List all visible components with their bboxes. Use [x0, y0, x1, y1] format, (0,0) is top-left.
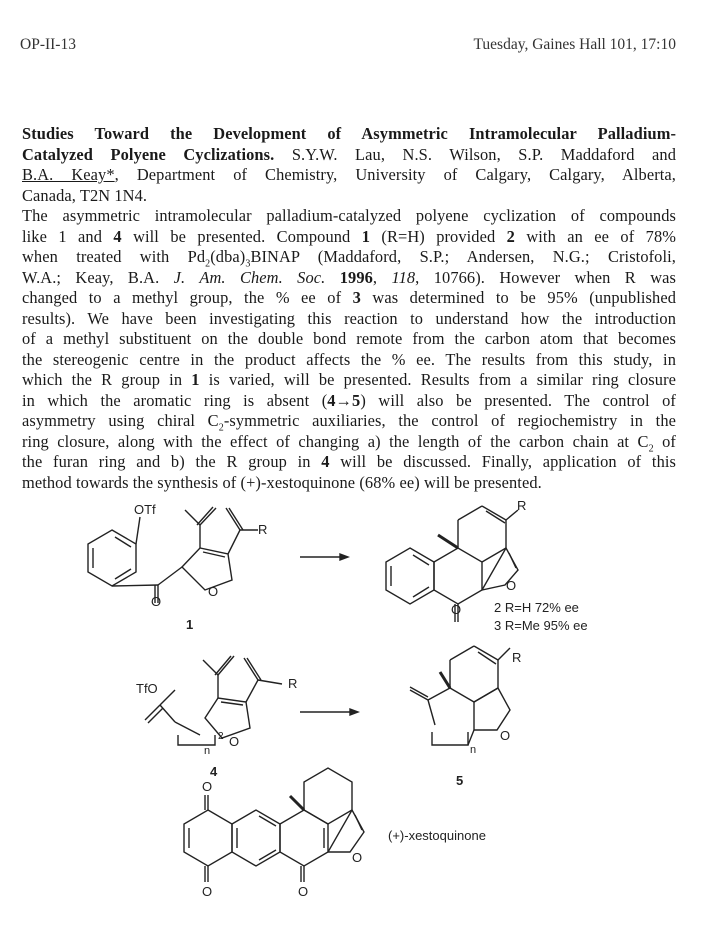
text-segment: is varied, will be presented. Results from a similar ring closure — [199, 370, 677, 389]
label-o-furan-1: O — [208, 584, 219, 599]
text-segment: 3 — [245, 258, 251, 270]
text-segment: was determined to be 95% (unpublished — [360, 288, 676, 307]
text-segment: of — [653, 431, 676, 451]
label-n-5: n — [470, 744, 477, 756]
text-segment: , 10766). However when R was — [415, 267, 676, 287]
text-segment: B.A. Keay* — [22, 165, 115, 184]
compound-number-4: 4 — [210, 764, 218, 779]
text-segment: ring closure, along with the effect of changing a) the length of the carbon chain at C — [22, 431, 649, 451]
label-o-ketone-2: O — [451, 602, 462, 617]
label-n-4: n — [204, 745, 211, 757]
text-segment: asymmetry using chiral C — [22, 411, 219, 430]
text-segment: when treated with Pd — [22, 247, 206, 266]
text-segment: the stereogenic centre in the product affects the % ee. The results from this study, in — [22, 349, 676, 369]
product-3-label: 3 R=Me 95% ee — [494, 618, 588, 633]
text-segment: like 1 and — [22, 226, 114, 246]
text-segment: The asymmetric intramolecular palladium-catalyzed polyene cyclization of compounds — [22, 206, 676, 225]
label-otf: OTf — [134, 502, 156, 517]
label-tfo: TfO — [136, 681, 158, 696]
product-2-label: 2 R=H 72% ee — [494, 600, 579, 615]
text-segment: J. Am. Chem. Soc. — [173, 267, 326, 287]
label-o-ketone-1: O — [151, 594, 162, 609]
text-segment: changed to a methyl group, the % ee of — [22, 288, 353, 307]
text-segment: 4 — [321, 452, 330, 471]
text-segment: method towards the synthesis of (+)-xestoquinone (68% ee) will be presented. — [22, 472, 542, 492]
text-segment: Catalyzed Polyene Cyclizations. — [22, 144, 275, 164]
text-segment: S.Y.W. Lau, N.S. Wilson, S.P. Maddaford and — [274, 144, 676, 164]
text-segment: will be discussed. Finally, application of this — [329, 452, 676, 471]
text-segment: will be presented. Compound — [121, 226, 362, 246]
label-r-2: R — [517, 498, 527, 513]
label-r-5: R — [512, 650, 522, 665]
label-o-furan-xesto: O — [352, 850, 363, 865]
xestoquinone-label: (+)-xestoquinone — [388, 828, 486, 843]
text-segment: which the R group in — [22, 370, 192, 389]
session-code: OP-II-13 — [20, 36, 76, 53]
label-o-furan-2: O — [506, 578, 517, 593]
text-segment: Canada, T2N 1N4. — [22, 185, 148, 205]
text-segment: 1 — [361, 226, 371, 246]
compound-number-1: 1 — [186, 617, 194, 632]
text-segment: BINAP (Maddaford, S.P.; Andersen, N.G.; Cristofoli, — [250, 247, 676, 266]
text-segment: 3 — [352, 288, 361, 307]
text-segment: -symmetric auxiliaries, the control of regiochemistry in the — [223, 411, 676, 430]
text-segment: 1996 — [339, 267, 373, 287]
structure-5 — [410, 646, 510, 745]
text-segment: 4→5 — [327, 390, 361, 410]
text-segment: (dba) — [210, 247, 246, 266]
text-segment: 2 — [205, 258, 211, 270]
text-segment: the furan ring and b) the R group in — [22, 452, 322, 471]
label-r-4: R — [288, 676, 298, 691]
text-segment: 1 — [191, 370, 200, 389]
structure-4 — [145, 656, 282, 745]
text-segment: 118 — [391, 267, 416, 287]
text-segment: results). We have been investigating this reaction to understand how the introduction — [22, 308, 676, 328]
text-segment: Studies Toward the Development of Asymmetric Intramolecular Palladium- — [22, 124, 676, 143]
structure-1 — [88, 507, 258, 603]
text-segment: 2 — [648, 442, 654, 454]
text-segment: of a methyl substituent on the double bond remote from the carbon atom that becomes — [22, 329, 676, 348]
text-segment: in which the aromatic ring is absent ( — [22, 390, 328, 410]
text-segment: , Department of Chemistry, University of Calgary, Calgary, Alberta, — [114, 165, 676, 184]
label-o-4: O — [229, 734, 240, 749]
text-segment: with an ee of 78% — [514, 226, 677, 246]
text-segment: 2 — [506, 226, 515, 246]
compound-number-5: 5 — [456, 773, 464, 788]
label-r-1: R — [258, 522, 268, 537]
label-o-5: O — [500, 728, 511, 743]
label-o-ketone-xesto: O — [298, 884, 309, 899]
text-segment: W.A.; Keay, B.A. — [22, 267, 174, 287]
label-o-quinone-bottom: O — [202, 884, 213, 899]
session-time-location: Tuesday, Gaines Hall 101, 17:10 — [473, 36, 676, 53]
text-segment: 2 — [218, 422, 224, 434]
label-o-quinone-top: O — [202, 779, 213, 794]
text-segment: ) will also be presented. The control of — [360, 390, 676, 410]
text-segment: , — [372, 267, 392, 287]
text-segment: 4 — [113, 226, 122, 246]
text-segment: (R=H) provided — [370, 226, 507, 246]
label-2-4: 2 — [218, 731, 224, 742]
